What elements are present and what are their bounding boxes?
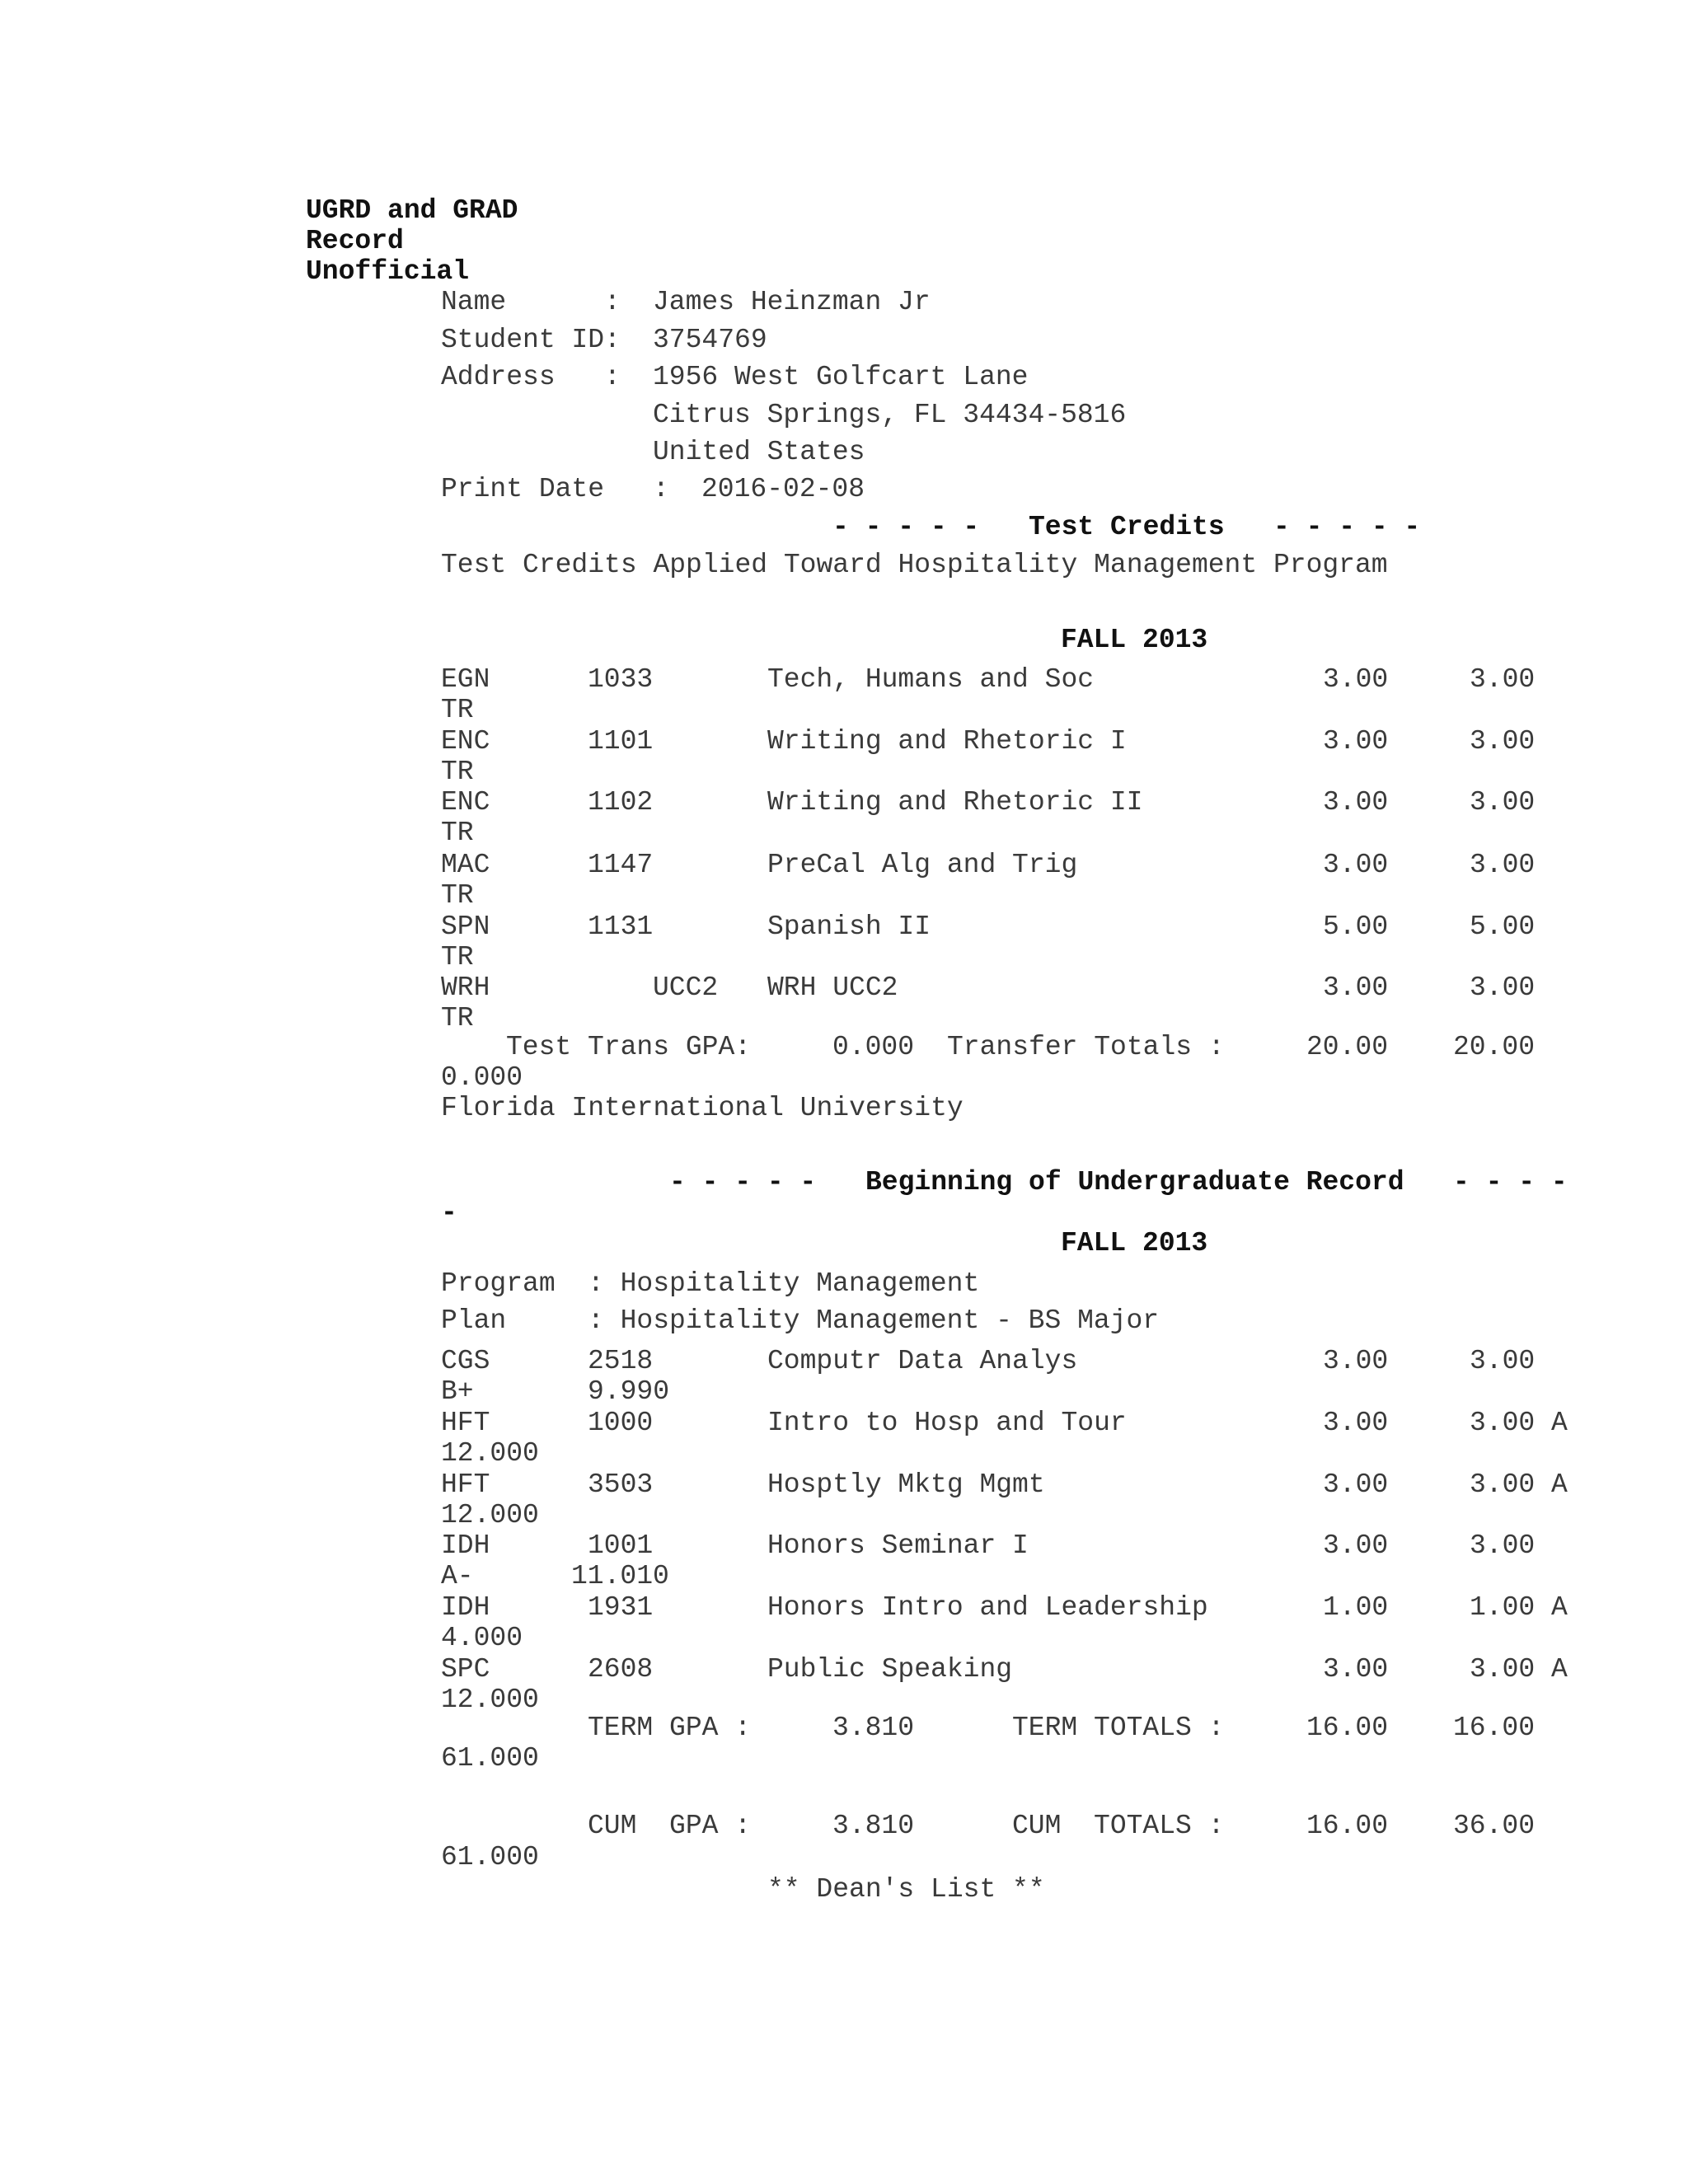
course-earned: 3.00 <box>1470 850 1536 880</box>
test-credits-applied-toward: Test Credits Applied Toward Hospitality Management Program <box>441 550 1388 580</box>
test-credits-term: FALL 2013 <box>1061 625 1208 655</box>
student-name: James Heinzman Jr <box>653 287 931 317</box>
plan-label: Plan <box>441 1305 507 1336</box>
plan-value: : Hospitality Management - BS Major <box>588 1305 1160 1336</box>
course-attempted: 3.00 <box>1323 1408 1389 1438</box>
course-earned: 3.00 <box>1470 1530 1536 1561</box>
header-line-record: Record <box>306 226 404 256</box>
course-grade: B+ <box>441 1376 474 1407</box>
header-line-ugrd-grad: UGRD and GRAD <box>306 195 518 226</box>
cum-totals-label: CUM TOTALS : <box>1012 1811 1225 1841</box>
course-number: 3503 <box>588 1469 654 1500</box>
address-separator: : <box>604 362 621 392</box>
course-title: Spanish II <box>767 912 931 942</box>
course-earned: 5.00 <box>1470 912 1536 942</box>
student-id: 3754769 <box>653 325 767 355</box>
undergrad-record-heading: Beginning of Undergraduate Record <box>865 1167 1404 1197</box>
course-grade: TR <box>441 1003 474 1033</box>
course-earned: 3.00 <box>1470 726 1536 757</box>
course-attempted: 3.00 <box>1323 664 1389 695</box>
term-gpa-label: TERM GPA : <box>588 1713 752 1743</box>
institution-name: Florida International University <box>441 1093 964 1123</box>
course-number: 1131 <box>588 912 654 942</box>
course-points: 11.010 <box>571 1561 669 1591</box>
undergrad-dash-right: - - - - <box>1453 1167 1568 1197</box>
course-subject: SPN <box>441 912 490 942</box>
course-grade: TR <box>441 818 474 848</box>
course-title: Computr Data Analys <box>767 1346 1078 1376</box>
term-totals-attempted: 16.00 <box>1306 1713 1389 1743</box>
course-earned: 3.00 A <box>1470 1469 1568 1500</box>
print-date-label: Print Date <box>441 474 605 504</box>
course-attempted: 3.00 <box>1323 1346 1389 1376</box>
course-grade: TR <box>441 942 474 972</box>
course-number: 1147 <box>588 850 654 880</box>
cum-totals-earned: 36.00 <box>1453 1811 1536 1841</box>
course-number: 1102 <box>588 787 654 818</box>
course-attempted: 5.00 <box>1323 912 1389 942</box>
undergrad-dash-left: - - - - - <box>669 1167 817 1197</box>
course-number: 1001 <box>588 1530 654 1561</box>
course-number: 1931 <box>588 1592 654 1623</box>
term-totals-points: 61.000 <box>441 1743 539 1774</box>
course-earned: 1.00 A <box>1470 1592 1568 1623</box>
test-credits-dash-left: - - - - - <box>832 512 980 542</box>
course-earned: 3.00 <box>1470 664 1536 695</box>
course-number: UCC2 <box>653 972 719 1003</box>
term-gpa: 3.810 <box>832 1713 915 1743</box>
course-title: Tech, Humans and Soc <box>767 664 1095 695</box>
cum-gpa: 3.810 <box>832 1811 915 1841</box>
course-attempted: 3.00 <box>1323 1530 1389 1561</box>
course-title: Hosptly Mktg Mgmt <box>767 1469 1045 1500</box>
course-attempted: 3.00 <box>1323 787 1389 818</box>
course-attempted: 3.00 <box>1323 726 1389 757</box>
course-title: Public Speaking <box>767 1654 1013 1685</box>
course-subject: HFT <box>441 1469 490 1500</box>
deans-list: ** Dean's List ** <box>767 1874 1045 1905</box>
test-trans-gpa-label: Test Trans GPA: <box>506 1032 752 1062</box>
course-title: Writing and Rhetoric I <box>767 726 1127 757</box>
term-totals-earned: 16.00 <box>1453 1713 1536 1743</box>
term-totals-label: TERM TOTALS : <box>1012 1713 1225 1743</box>
course-earned: 3.00 A <box>1470 1654 1568 1685</box>
course-subject: ENC <box>441 726 490 757</box>
course-points: 12.000 <box>441 1438 539 1469</box>
course-number: 1033 <box>588 664 654 695</box>
course-title: WRH UCC2 <box>767 972 898 1003</box>
course-title: Honors Intro and Leadership <box>767 1592 1208 1623</box>
cum-totals-points: 61.000 <box>441 1842 539 1872</box>
undergrad-term: FALL 2013 <box>1061 1228 1208 1258</box>
course-points: 12.000 <box>441 1500 539 1530</box>
transfer-totals-label: Transfer Totals : <box>947 1032 1225 1062</box>
address-line-2: Citrus Springs, FL 34434-5816 <box>653 400 1127 430</box>
course-number: 2518 <box>588 1346 654 1376</box>
address-line-3: United States <box>653 437 865 467</box>
test-credits-heading: Test Credits <box>1029 512 1225 542</box>
test-trans-gpa: 0.000 <box>832 1032 915 1062</box>
cum-totals-attempted: 16.00 <box>1306 1811 1389 1841</box>
transfer-totals-attempted: 20.00 <box>1306 1032 1389 1062</box>
name-label: Name <box>441 287 507 317</box>
course-grade: TR <box>441 757 474 787</box>
course-title: Honors Seminar I <box>767 1530 1029 1561</box>
name-separator: : <box>604 287 621 317</box>
course-grade: A- <box>441 1561 474 1591</box>
course-earned: 3.00 <box>1470 787 1536 818</box>
course-title: Writing and Rhetoric II <box>767 787 1143 818</box>
course-subject: EGN <box>441 664 490 695</box>
course-number: 2608 <box>588 1654 654 1685</box>
course-subject: CGS <box>441 1346 490 1376</box>
course-grade: TR <box>441 695 474 725</box>
transfer-totals-points: 0.000 <box>441 1062 523 1093</box>
course-earned: 3.00 <box>1470 1346 1536 1376</box>
course-attempted: 3.00 <box>1323 972 1389 1003</box>
course-points: 4.000 <box>441 1623 523 1653</box>
course-grade: TR <box>441 880 474 911</box>
course-earned: 3.00 <box>1470 972 1536 1003</box>
program-label: Program <box>441 1268 556 1299</box>
cum-gpa-label: CUM GPA : <box>588 1811 752 1841</box>
course-attempted: 3.00 <box>1323 850 1389 880</box>
course-title: PreCal Alg and Trig <box>767 850 1078 880</box>
course-subject: MAC <box>441 850 490 880</box>
course-subject: SPC <box>441 1654 490 1685</box>
address-line-1: 1956 West Golfcart Lane <box>653 362 1029 392</box>
course-subject: WRH <box>441 972 490 1003</box>
student-id-label: Student ID: <box>441 325 621 355</box>
course-points: 12.000 <box>441 1685 539 1715</box>
course-subject: IDH <box>441 1592 490 1623</box>
header-line-unofficial: Unofficial <box>306 256 470 287</box>
course-title: Intro to Hosp and Tour <box>767 1408 1127 1438</box>
course-subject: IDH <box>441 1530 490 1561</box>
test-credits-dash-right: - - - - - <box>1273 512 1421 542</box>
print-date: 2016-02-08 <box>701 474 865 504</box>
program-value: : Hospitality Management <box>588 1268 980 1299</box>
course-points: 9.990 <box>588 1376 670 1407</box>
course-earned: 3.00 A <box>1470 1408 1568 1438</box>
course-number: 1000 <box>588 1408 654 1438</box>
address-label: Address <box>441 362 556 392</box>
course-number: 1101 <box>588 726 654 757</box>
course-subject: HFT <box>441 1408 490 1438</box>
print-date-separator: : <box>653 474 669 504</box>
transfer-totals-earned: 20.00 <box>1453 1032 1536 1062</box>
course-attempted: 3.00 <box>1323 1469 1389 1500</box>
course-attempted: 1.00 <box>1323 1592 1389 1623</box>
course-subject: ENC <box>441 787 490 818</box>
undergrad-dash-wrap: - <box>441 1197 457 1228</box>
course-attempted: 3.00 <box>1323 1654 1389 1685</box>
